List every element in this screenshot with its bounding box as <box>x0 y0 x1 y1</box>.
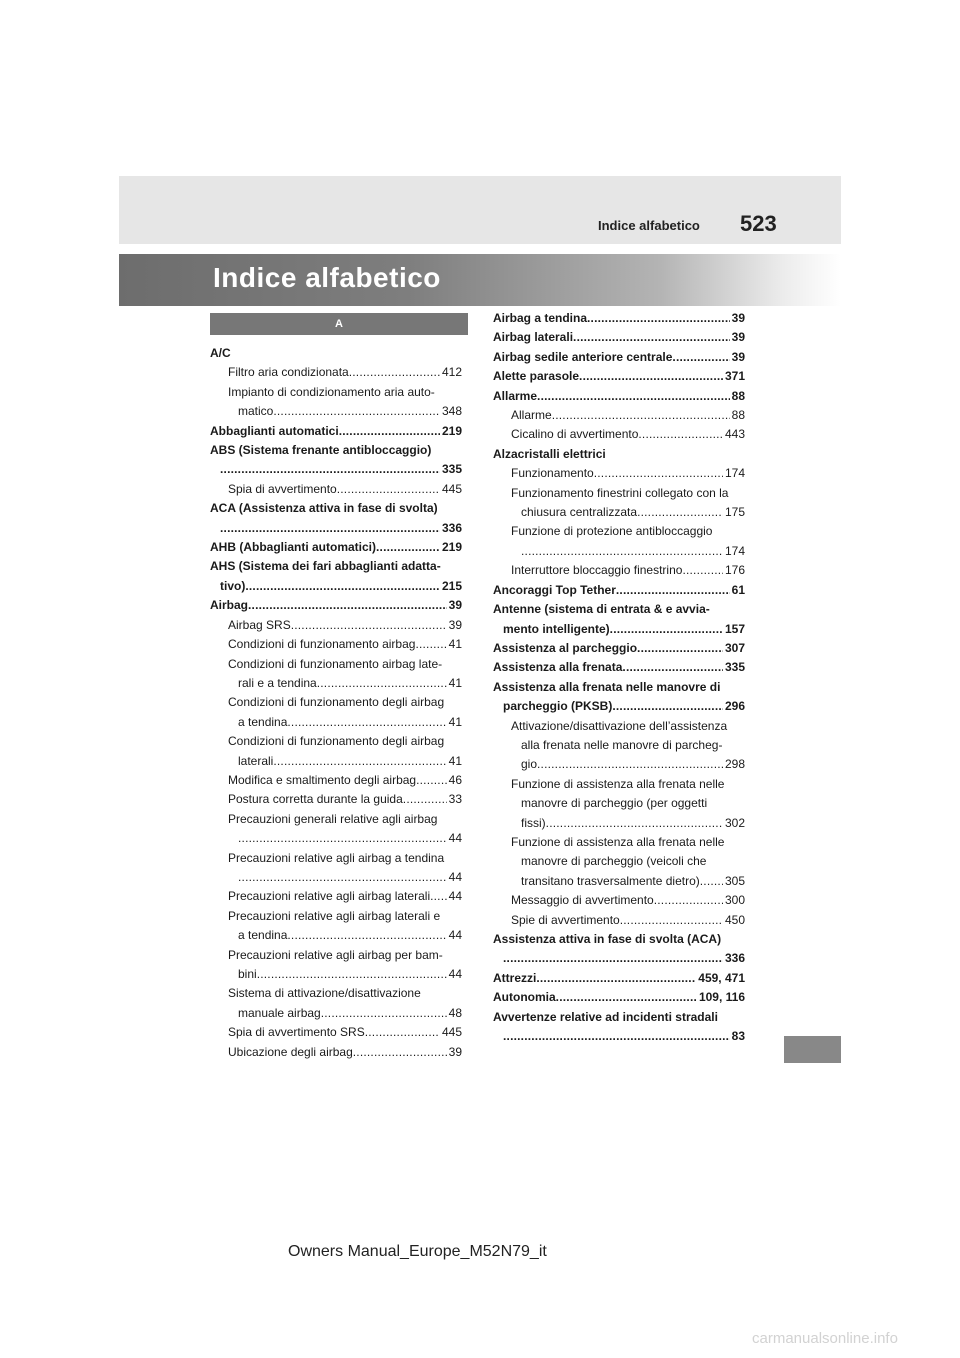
index-subentry <box>210 790 462 809</box>
dot-leader <box>556 988 697 1007</box>
dot-leader <box>273 402 440 421</box>
entry-text: Avvertenze relative ad incidenti stradali <box>493 1009 718 1024</box>
dot-leader <box>321 1004 447 1023</box>
entry-text: Antenne (sistema di entrata & e avvia- <box>493 602 710 617</box>
entry-text-continued: manovre di parcheggio (veicoli che <box>521 854 707 869</box>
index-column-left <box>210 344 462 1062</box>
index-subentry <box>493 891 745 910</box>
index-subentry <box>210 984 462 1023</box>
entry-text: Impianto di condizionamento aria auto- <box>228 384 435 399</box>
entry-page: 39 <box>448 1044 462 1059</box>
index-entry <box>493 309 745 328</box>
entry-text: matico <box>238 404 274 419</box>
entry-text: Precauzioni relative agli airbag per bam- <box>228 947 443 962</box>
dot-leader <box>654 891 723 910</box>
entry-text: Ubicazione degli airbag <box>228 1044 353 1059</box>
entry-page: 174 <box>724 543 745 558</box>
dot-leader <box>220 460 440 479</box>
index-entry <box>210 499 462 538</box>
index-entry <box>210 422 462 441</box>
dot-leader <box>620 911 723 930</box>
entry-page: 176 <box>724 563 745 578</box>
entry-text: Precauzioni relative agli airbag laterali e <box>228 908 441 923</box>
chapter-tab-marker <box>784 1036 841 1063</box>
index-subentry <box>210 771 462 790</box>
index-subentry <box>493 561 745 580</box>
index-entry <box>493 988 745 1007</box>
index-subentry <box>210 635 462 654</box>
dot-leader <box>622 658 723 677</box>
index-entry <box>493 328 745 347</box>
index-subentry <box>493 464 745 483</box>
dot-leader <box>238 868 447 887</box>
entry-page: 88 <box>731 388 745 403</box>
index-subentry <box>210 907 462 946</box>
entry-page: 336 <box>724 951 745 966</box>
dot-leader <box>546 814 723 833</box>
index-entry <box>493 387 745 406</box>
entry-page: 300 <box>724 893 745 908</box>
entry-page: 39 <box>731 330 745 345</box>
entry-text: Sistema di attivazione/disattivazione <box>228 986 421 1001</box>
dot-leader <box>638 425 723 444</box>
dot-leader <box>521 542 723 561</box>
dot-leader <box>579 367 723 386</box>
entry-page: 296 <box>724 699 745 714</box>
entry-text: Airbag <box>210 598 249 613</box>
entry-text: Abbaglianti automatici <box>210 423 339 438</box>
entry-text: chiusura centralizzata <box>521 505 638 520</box>
entry-text: Messaggio di avvertimento <box>511 893 654 908</box>
entry-text: A/C <box>210 346 231 360</box>
entry-text: laterali <box>238 753 274 768</box>
entry-text: tivo) <box>220 578 246 593</box>
entry-page: 412 <box>441 365 462 380</box>
entry-page: 175 <box>724 505 745 520</box>
entry-text: Modifica e smaltimento degli airbag <box>228 772 417 787</box>
dot-leader <box>273 752 446 771</box>
entry-text: Funzione di assistenza alla frenata nelle <box>511 776 725 791</box>
entry-page: 335 <box>724 660 745 675</box>
entry-page: 48 <box>448 1005 462 1020</box>
dot-leader <box>349 363 440 382</box>
dot-leader <box>536 969 696 988</box>
entry-text: Precauzioni generali relative agli airbag <box>228 811 438 826</box>
entry-text: Assistenza attiva in fase di svolta (ACA) <box>493 932 722 946</box>
dot-leader <box>573 328 730 347</box>
index-entry <box>493 639 745 658</box>
entry-page: 305 <box>724 873 745 888</box>
entry-text: Allarme <box>493 388 538 403</box>
dot-leader <box>287 926 446 945</box>
index-entry <box>493 1008 745 1047</box>
dot-leader <box>672 348 729 367</box>
index-entry <box>493 678 745 717</box>
index-entry <box>210 596 462 615</box>
entry-text-continued: alla frenata nelle manovre di parcheg- <box>521 737 723 752</box>
entry-page: 44 <box>448 869 462 884</box>
entry-page: 174 <box>724 466 745 481</box>
dot-leader <box>700 872 723 891</box>
entry-page: 44 <box>448 831 462 846</box>
entry-page: 445 <box>441 1025 462 1040</box>
dot-leader <box>238 829 447 848</box>
index-subentry <box>210 1043 462 1062</box>
entry-page: 219 <box>441 423 462 438</box>
entry-text: manuale airbag <box>238 1005 321 1020</box>
entry-text: Airbag laterali <box>493 330 574 345</box>
index-subentry <box>493 775 745 833</box>
entry-text: Assistenza alla frenata nelle manovre di <box>493 679 721 694</box>
entry-text: Allarme <box>511 408 552 423</box>
entry-page: 215 <box>441 578 462 593</box>
dot-leader <box>637 503 723 522</box>
index-subentry <box>210 1023 462 1042</box>
index-entry <box>210 441 462 480</box>
dot-leader <box>682 561 723 580</box>
dot-leader <box>337 480 440 499</box>
entry-text: Ancoraggi Top Tether <box>493 582 616 597</box>
entry-text: AHS (Sistema dei fari abbaglianti adatta- <box>210 559 441 574</box>
dot-leader <box>248 596 447 615</box>
index-subentry <box>210 693 462 732</box>
entry-page: 371 <box>724 369 745 384</box>
dot-leader <box>291 616 447 635</box>
entry-page: 302 <box>724 815 745 830</box>
entry-text: ACA (Assistenza attiva in fase di svolta) <box>210 501 438 516</box>
entry-text: Attivazione/disattivazione dell’assistenza <box>511 718 728 733</box>
entry-page: 39 <box>448 598 462 613</box>
entry-text: mento intelligente) <box>503 621 610 636</box>
entry-page: 445 <box>441 481 462 496</box>
dot-leader <box>257 965 447 984</box>
entry-text: Alette parasole <box>493 369 580 384</box>
dot-leader <box>365 1023 440 1042</box>
footer-text: Owners Manual_Europe_M52N79_it <box>288 1243 547 1260</box>
dot-leader <box>537 755 723 774</box>
entry-text-continued: manovre di parcheggio (per oggetti <box>521 796 708 811</box>
entry-page: 44 <box>448 928 462 943</box>
dot-leader <box>287 713 446 732</box>
page-title: Indice alfabetico <box>213 262 441 293</box>
dot-leader <box>612 697 723 716</box>
entry-text: Condizioni di funzionamento degli airbag <box>228 695 445 710</box>
dot-leader <box>637 639 723 658</box>
header-section-title: Indice alfabetico <box>598 218 700 233</box>
dot-leader <box>537 387 730 406</box>
entry-text: gio <box>521 757 538 772</box>
entry-text: Autonomia <box>493 990 556 1005</box>
entry-text: Funzione di protezione antibloccaggio <box>511 524 713 539</box>
entry-page: 39 <box>731 349 745 364</box>
entry-page: 307 <box>724 640 745 655</box>
index-subentry <box>493 833 745 891</box>
entry-text: Condizioni di funzionamento airbag late- <box>228 656 443 671</box>
index-entry <box>493 581 745 600</box>
entry-page: 46 <box>448 772 462 787</box>
entry-text: Airbag SRS <box>228 617 291 632</box>
index-subentry <box>210 849 462 888</box>
entry-text: Spia di avvertimento <box>228 481 337 496</box>
dot-leader <box>376 538 440 557</box>
index-entry <box>493 658 745 677</box>
dot-leader <box>245 577 440 596</box>
entry-text: Alzacristalli elettrici <box>493 446 606 461</box>
entry-text: Spie di avvertimento <box>511 912 620 927</box>
index-entry <box>493 600 745 639</box>
entry-text: Attrezzi <box>493 970 537 985</box>
index-entry <box>493 930 745 969</box>
index-subentry <box>493 717 745 775</box>
entry-text: Spia di avvertimento SRS <box>228 1025 365 1040</box>
index-subentry <box>493 522 745 561</box>
index-subentry <box>493 911 745 930</box>
dot-leader <box>353 1043 447 1062</box>
entry-text: transitano trasversalmente dietro) <box>521 873 700 888</box>
dot-leader <box>403 790 447 809</box>
entry-text: Condizioni di funzionamento airbag <box>228 637 416 652</box>
dot-leader <box>503 949 723 968</box>
index-subentry <box>210 946 462 985</box>
entry-text: parcheggio (PKSB) <box>503 699 613 714</box>
index-entry <box>493 969 745 988</box>
entry-page: 44 <box>448 967 462 981</box>
dot-leader <box>610 620 723 639</box>
index-subentry <box>210 810 462 849</box>
index-subentry <box>210 732 462 771</box>
index-subentry <box>493 484 745 523</box>
dot-leader <box>594 464 723 483</box>
entry-page: 459, 471 <box>698 970 745 985</box>
entry-page: 348 <box>441 404 462 419</box>
entry-page: 41 <box>448 675 462 690</box>
letter-heading: A <box>210 313 468 335</box>
entry-text: Funzionamento <box>511 466 594 481</box>
page-number: 523 <box>740 211 777 236</box>
index-subentry <box>210 655 462 694</box>
entry-page: 335 <box>441 462 462 477</box>
index-subentry <box>493 425 745 444</box>
entry-page: 61 <box>731 582 745 597</box>
entry-text: fissi) <box>521 815 546 830</box>
entry-page: 450 <box>724 912 745 927</box>
entry-text: Filtro aria condizionata <box>228 365 349 380</box>
watermark-text: carmanualsonline.info <box>752 1330 898 1347</box>
entry-text: Cicalino di avvertimento <box>511 427 639 442</box>
dot-leader <box>317 674 447 693</box>
index-entry <box>493 367 745 386</box>
index-entry <box>210 538 462 557</box>
entry-page: 109, 116 <box>698 990 745 1005</box>
dot-leader <box>415 635 446 654</box>
entry-page: 443 <box>724 427 745 442</box>
entry-text: Assistenza al parcheggio <box>493 640 638 655</box>
entry-text: Funzionamento finestrini collegato con la <box>511 485 729 500</box>
entry-page: 41 <box>448 753 462 768</box>
index-subentry <box>210 480 462 499</box>
dot-leader <box>220 519 440 538</box>
entry-page: 44 <box>448 889 462 904</box>
entry-text: Postura corretta durante la guida <box>228 792 403 807</box>
index-entry <box>210 557 462 596</box>
entry-text: Precauzioni relative agli airbag laterali <box>228 889 431 904</box>
dot-leader <box>416 771 447 790</box>
entry-page: 41 <box>448 637 462 652</box>
entry-page: 336 <box>441 520 462 535</box>
index-subentry <box>210 383 462 422</box>
index-subentry <box>210 616 462 635</box>
dot-leader <box>339 422 440 441</box>
entry-text: Precauzioni relative agli airbag a tendina <box>228 850 445 865</box>
dot-leader <box>552 406 730 425</box>
header-band <box>119 176 841 244</box>
entry-text: a tendina <box>238 714 288 729</box>
entry-page: 157 <box>724 621 745 636</box>
entry-text: Assistenza alla frenata <box>493 660 623 675</box>
entry-text: a tendina <box>238 928 288 943</box>
index-entry <box>493 348 745 367</box>
entry-text: Condizioni di funzionamento degli airbag <box>228 734 445 749</box>
entry-text: Funzione di assistenza alla frenata nelle <box>511 834 725 849</box>
entry-text: bini <box>238 967 257 981</box>
entry-page: 219 <box>441 540 462 555</box>
dot-leader <box>430 887 447 906</box>
dot-leader <box>503 1027 730 1046</box>
entry-text: rali e a tendina <box>238 675 317 690</box>
entry-page: 39 <box>731 311 745 325</box>
entry-page: 83 <box>731 1029 745 1044</box>
entry-text: Airbag a tendina <box>493 311 588 325</box>
entry-page: 39 <box>448 617 462 632</box>
dot-leader <box>587 309 730 328</box>
index-subentry <box>210 363 462 382</box>
entry-text: Interruttore bloccaggio finestrino <box>511 563 683 578</box>
entry-page: 88 <box>731 408 745 423</box>
dot-leader <box>616 581 730 600</box>
index-entry <box>493 445 745 464</box>
index-column-right <box>493 309 745 1046</box>
index-entry <box>210 344 462 363</box>
entry-text: AHB (Abbaglianti automatici) <box>210 540 377 555</box>
entry-page: 298 <box>724 757 745 772</box>
entry-page: 41 <box>448 714 462 729</box>
entry-text: ABS (Sistema frenante antibloccaggio) <box>210 443 432 458</box>
index-subentry <box>493 406 745 425</box>
entry-page: 33 <box>448 792 462 807</box>
entry-text: Airbag sedile anteriore centrale <box>493 349 673 364</box>
index-subentry <box>210 887 462 906</box>
